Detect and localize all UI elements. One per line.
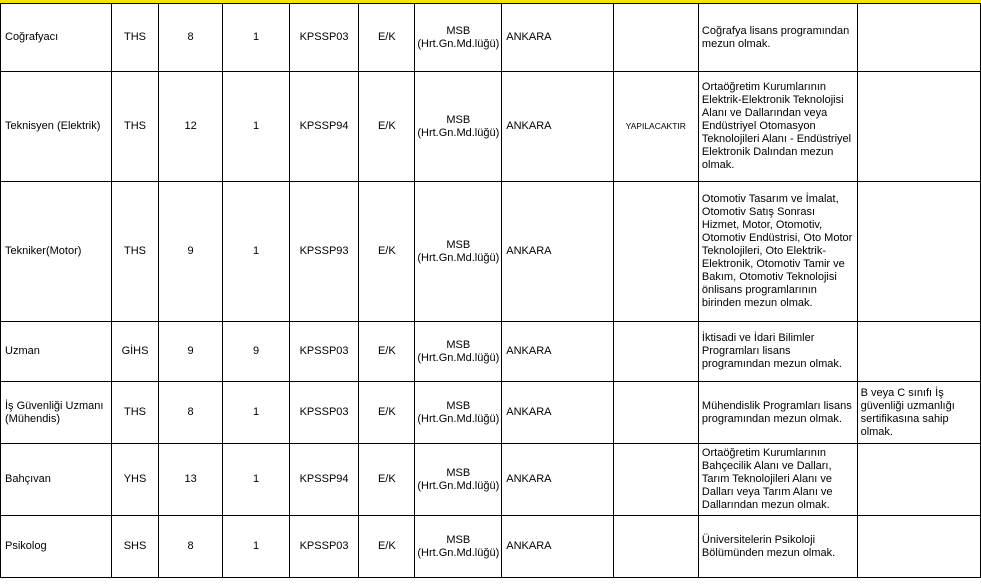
- table-row: [1, 72, 981, 182]
- position-grade: 8: [158, 382, 223, 444]
- other-requirement: [857, 444, 980, 516]
- table-row: [1, 382, 981, 444]
- position-title: Tekniker(Motor): [1, 182, 112, 322]
- position-grade: 13: [158, 444, 223, 516]
- other-requirement: B veya C sınıfı İş güvenliği uzmanlığı sertifikasına sahip olmak.: [857, 382, 980, 444]
- table-row: [1, 322, 981, 382]
- gender: E/K: [359, 72, 415, 182]
- score-type: KPSSP03: [289, 516, 359, 578]
- position-grade: 9: [158, 182, 223, 322]
- exam-status: [613, 444, 698, 516]
- other-requirement: [857, 4, 980, 72]
- gender: E/K: [359, 516, 415, 578]
- position-title: Coğrafyacı: [1, 4, 112, 72]
- position-grade: 8: [158, 516, 223, 578]
- unit: MSB (Hrt.Gn.Md.lüğü): [415, 516, 502, 578]
- education-requirement: Coğrafya lisans programından mezun olmak.: [698, 4, 857, 72]
- position-class: THS: [112, 182, 159, 322]
- position-class: THS: [112, 72, 159, 182]
- gender: E/K: [359, 382, 415, 444]
- position-count: 1: [223, 182, 289, 322]
- position-count: 1: [223, 444, 289, 516]
- exam-status: [613, 382, 698, 444]
- table-row: [1, 516, 981, 578]
- position-grade: 8: [158, 4, 223, 72]
- position-count: 1: [223, 382, 289, 444]
- other-requirement: [857, 516, 980, 578]
- position-title: Bahçıvan: [1, 444, 112, 516]
- education-requirement: İktisadi ve İdari Bilimler Programları lisans programından mezun olmak.: [698, 322, 857, 382]
- score-type: KPSSP03: [289, 322, 359, 382]
- position-title: Psikolog: [1, 516, 112, 578]
- education-requirement: Ortaöğretim Kurumlarının Bahçecilik Alanı ve Dalları, Tarım Teknolojileri Alanı ve Dalları veya Tarım Alanı ve Dallarından mezun olmak.: [698, 444, 857, 516]
- unit: MSB (Hrt.Gn.Md.lüğü): [415, 322, 502, 382]
- position-grade: 12: [158, 72, 223, 182]
- education-requirement: Üniversitelerin Psikoloji Bölümünden mezun olmak.: [698, 516, 857, 578]
- position-class: SHS: [112, 516, 159, 578]
- education-requirement: Otomotiv Tasarım ve İmalat, Otomotiv Satış Sonrası Hizmet, Motor, Otomotiv, Otomotiv Endüstrisi, Oto Motor Teknolojileri, Oto Elektrik-Elektronik, Otomotiv Tamir ve Bakım, Otomotiv Teknolojisi önlisans programlarının birinden mezun olmak.: [698, 182, 857, 322]
- position-count: 1: [223, 516, 289, 578]
- other-requirement: [857, 322, 980, 382]
- position-class: GİHS: [112, 322, 159, 382]
- position-class: THS: [112, 4, 159, 72]
- exam-status: [613, 4, 698, 72]
- positions-table: [0, 3, 981, 578]
- score-type: KPSSP03: [289, 4, 359, 72]
- city: ANKARA: [502, 444, 613, 516]
- table-row: [1, 182, 981, 322]
- gender: E/K: [359, 444, 415, 516]
- position-count: 1: [223, 72, 289, 182]
- position-title: İş Güvenliği Uzmanı (Mühendis): [1, 382, 112, 444]
- unit: MSB (Hrt.Gn.Md.lüğü): [415, 382, 502, 444]
- education-requirement: Ortaöğretim Kurumlarının Elektrik-Elektronik Teknolojisi Alanı ve Dallarından veya Endüstriyel Otomasyon Teknolojileri Alanı - Endüstriyel Elektronik Dalından mezun olmak.: [698, 72, 857, 182]
- exam-status: [613, 322, 698, 382]
- position-title: Uzman: [1, 322, 112, 382]
- city: ANKARA: [502, 516, 613, 578]
- score-type: KPSSP94: [289, 72, 359, 182]
- table-row: [1, 444, 981, 516]
- unit: MSB (Hrt.Gn.Md.lüğü): [415, 72, 502, 182]
- position-class: YHS: [112, 444, 159, 516]
- score-type: KPSSP03: [289, 382, 359, 444]
- unit: MSB (Hrt.Gn.Md.lüğü): [415, 444, 502, 516]
- exam-status: YAPILACAKTIR: [613, 72, 698, 182]
- table-row: [1, 4, 981, 72]
- position-count: 9: [223, 322, 289, 382]
- position-title: Teknisyen (Elektrik): [1, 72, 112, 182]
- position-grade: 9: [158, 322, 223, 382]
- score-type: KPSSP94: [289, 444, 359, 516]
- city: ANKARA: [502, 382, 613, 444]
- exam-status: [613, 516, 698, 578]
- unit: MSB (Hrt.Gn.Md.lüğü): [415, 182, 502, 322]
- city: ANKARA: [502, 4, 613, 72]
- city: ANKARA: [502, 72, 613, 182]
- other-requirement: [857, 182, 980, 322]
- unit: MSB (Hrt.Gn.Md.lüğü): [415, 4, 502, 72]
- exam-status: [613, 182, 698, 322]
- position-class: THS: [112, 382, 159, 444]
- city: ANKARA: [502, 182, 613, 322]
- other-requirement: [857, 72, 980, 182]
- score-type: KPSSP93: [289, 182, 359, 322]
- gender: E/K: [359, 182, 415, 322]
- position-count: 1: [223, 4, 289, 72]
- education-requirement: Mühendislik Programları lisans programından mezun olmak.: [698, 382, 857, 444]
- gender: E/K: [359, 322, 415, 382]
- city: ANKARA: [502, 322, 613, 382]
- gender: E/K: [359, 4, 415, 72]
